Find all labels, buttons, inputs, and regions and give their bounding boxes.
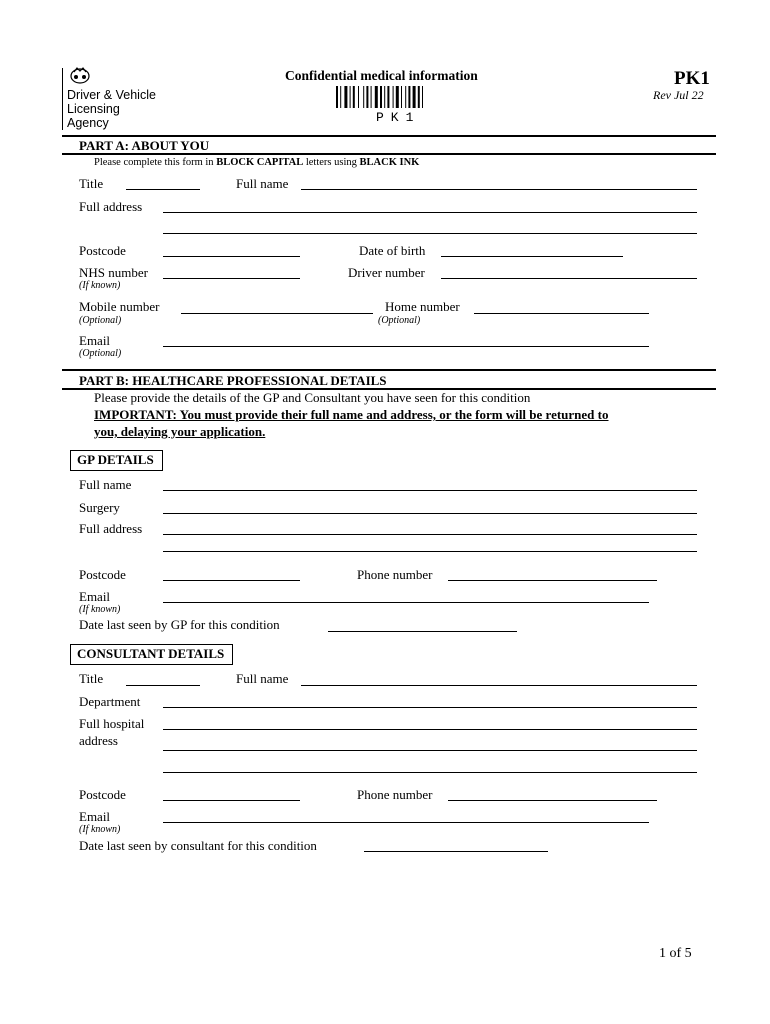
surgery-field[interactable] [163,513,697,514]
full-address-label: Full address [79,199,143,214]
nhs-label: NHS number [79,265,148,280]
hospital-address-field-3[interactable] [163,772,697,773]
full-name-field[interactable] [301,189,697,190]
gp-email-field[interactable] [163,602,649,603]
consultant-postcode-label: Postcode [79,787,126,802]
consultant-title-field[interactable] [126,685,200,686]
part-b-instruction: Please provide the details of the GP and Consultant you have seen for this condition [94,390,531,405]
important-line-1: IMPORTANT: You must provide their full name and address, or the form will be returned to [94,407,609,422]
nhs-note: (If known) [79,280,121,291]
title-field[interactable] [126,189,200,190]
gp-full-name-field[interactable] [163,490,697,491]
email-label: Email [79,333,111,348]
consultant-last-seen-field[interactable] [364,851,548,852]
gp-address-field-1[interactable] [163,534,697,535]
home-note: (Optional) [378,315,421,326]
consultant-email-label: Email [79,809,111,824]
section-rule [62,369,716,371]
revision: Rev Jul 22 [653,88,704,102]
agency-name [67,88,187,130]
consultant-phone-label: Phone number [357,787,433,802]
department-label: Department [79,694,141,709]
form-code: PK1 [674,68,710,89]
driver-field[interactable] [441,278,697,279]
gp-phone-label: Phone number [357,567,433,582]
gp-email-note: (If known) [79,604,121,615]
gp-full-name-label: Full name [79,477,132,492]
gp-details-heading: GP DETAILS [70,450,163,471]
postcode-label: Postcode [79,243,126,258]
gp-address-field-2[interactable] [163,551,697,552]
consultant-title-label: Title [79,671,104,686]
hospital-label-1: Full hospital [79,716,145,731]
surgery-label: Surgery [79,500,120,515]
consultant-full-name-label: Full name [236,671,289,686]
page-number: 1 of 5 [659,946,692,961]
dob-field[interactable] [441,256,623,257]
important-line-2: you, delaying your application. [94,424,266,439]
address-field-2[interactable] [163,233,697,234]
barcode-text: PK1 [376,110,421,125]
agency-line: Licensing [67,102,120,116]
section-rule [62,135,716,137]
department-field[interactable] [163,707,697,708]
gp-address-label: Full address [79,521,143,536]
gp-postcode-label: Postcode [79,567,126,582]
royal-crest-icon [68,66,92,84]
full-name-label: Full name [236,176,289,191]
section-rule [62,153,716,155]
mobile-field[interactable] [181,313,373,314]
agency-line: Driver & Vehicle [67,88,156,102]
gp-postcode-field[interactable] [163,580,300,581]
postcode-field[interactable] [163,256,300,257]
hospital-address-field-1[interactable] [163,729,697,730]
gp-phone-field[interactable] [448,580,657,581]
gp-email-label: Email [79,589,111,604]
gp-last-seen-label: Date last seen by GP for this condition [79,617,280,632]
email-note: (Optional) [79,348,122,359]
mobile-label: Mobile number [79,299,160,314]
home-label: Home number [385,299,460,314]
consultant-last-seen-label: Date last seen by consultant for this condition [79,838,317,853]
home-field[interactable] [474,313,649,314]
consultant-email-note: (If known) [79,824,121,835]
hospital-label-2: address [79,733,118,748]
nhs-field[interactable] [163,278,300,279]
part-b-heading: PART B: HEALTHCARE PROFESSIONAL DETAILS [79,373,387,388]
consultant-email-field[interactable] [163,822,649,823]
form-title: Confidential medical information [285,68,478,83]
consultant-full-name-field[interactable] [301,685,697,686]
consultant-phone-field[interactable] [448,800,657,801]
consultant-postcode-field[interactable] [163,800,300,801]
dob-label: Date of birth [359,243,426,258]
part-a-instruction: Please complete this form in BLOCK CAPITAL letters using BLACK INK [94,157,420,168]
agency-line: Agency [67,116,109,130]
logo-divider [62,68,63,130]
barcode [336,86,458,108]
email-field[interactable] [163,346,649,347]
gp-last-seen-field[interactable] [328,631,517,632]
driver-label: Driver number [348,265,425,280]
mobile-note: (Optional) [79,315,122,326]
consultant-details-heading: CONSULTANT DETAILS [70,644,233,665]
title-label: Title [79,176,104,191]
part-a-heading: PART A: ABOUT YOU [79,138,210,153]
address-field-1[interactable] [163,212,697,213]
hospital-address-field-2[interactable] [163,750,697,751]
